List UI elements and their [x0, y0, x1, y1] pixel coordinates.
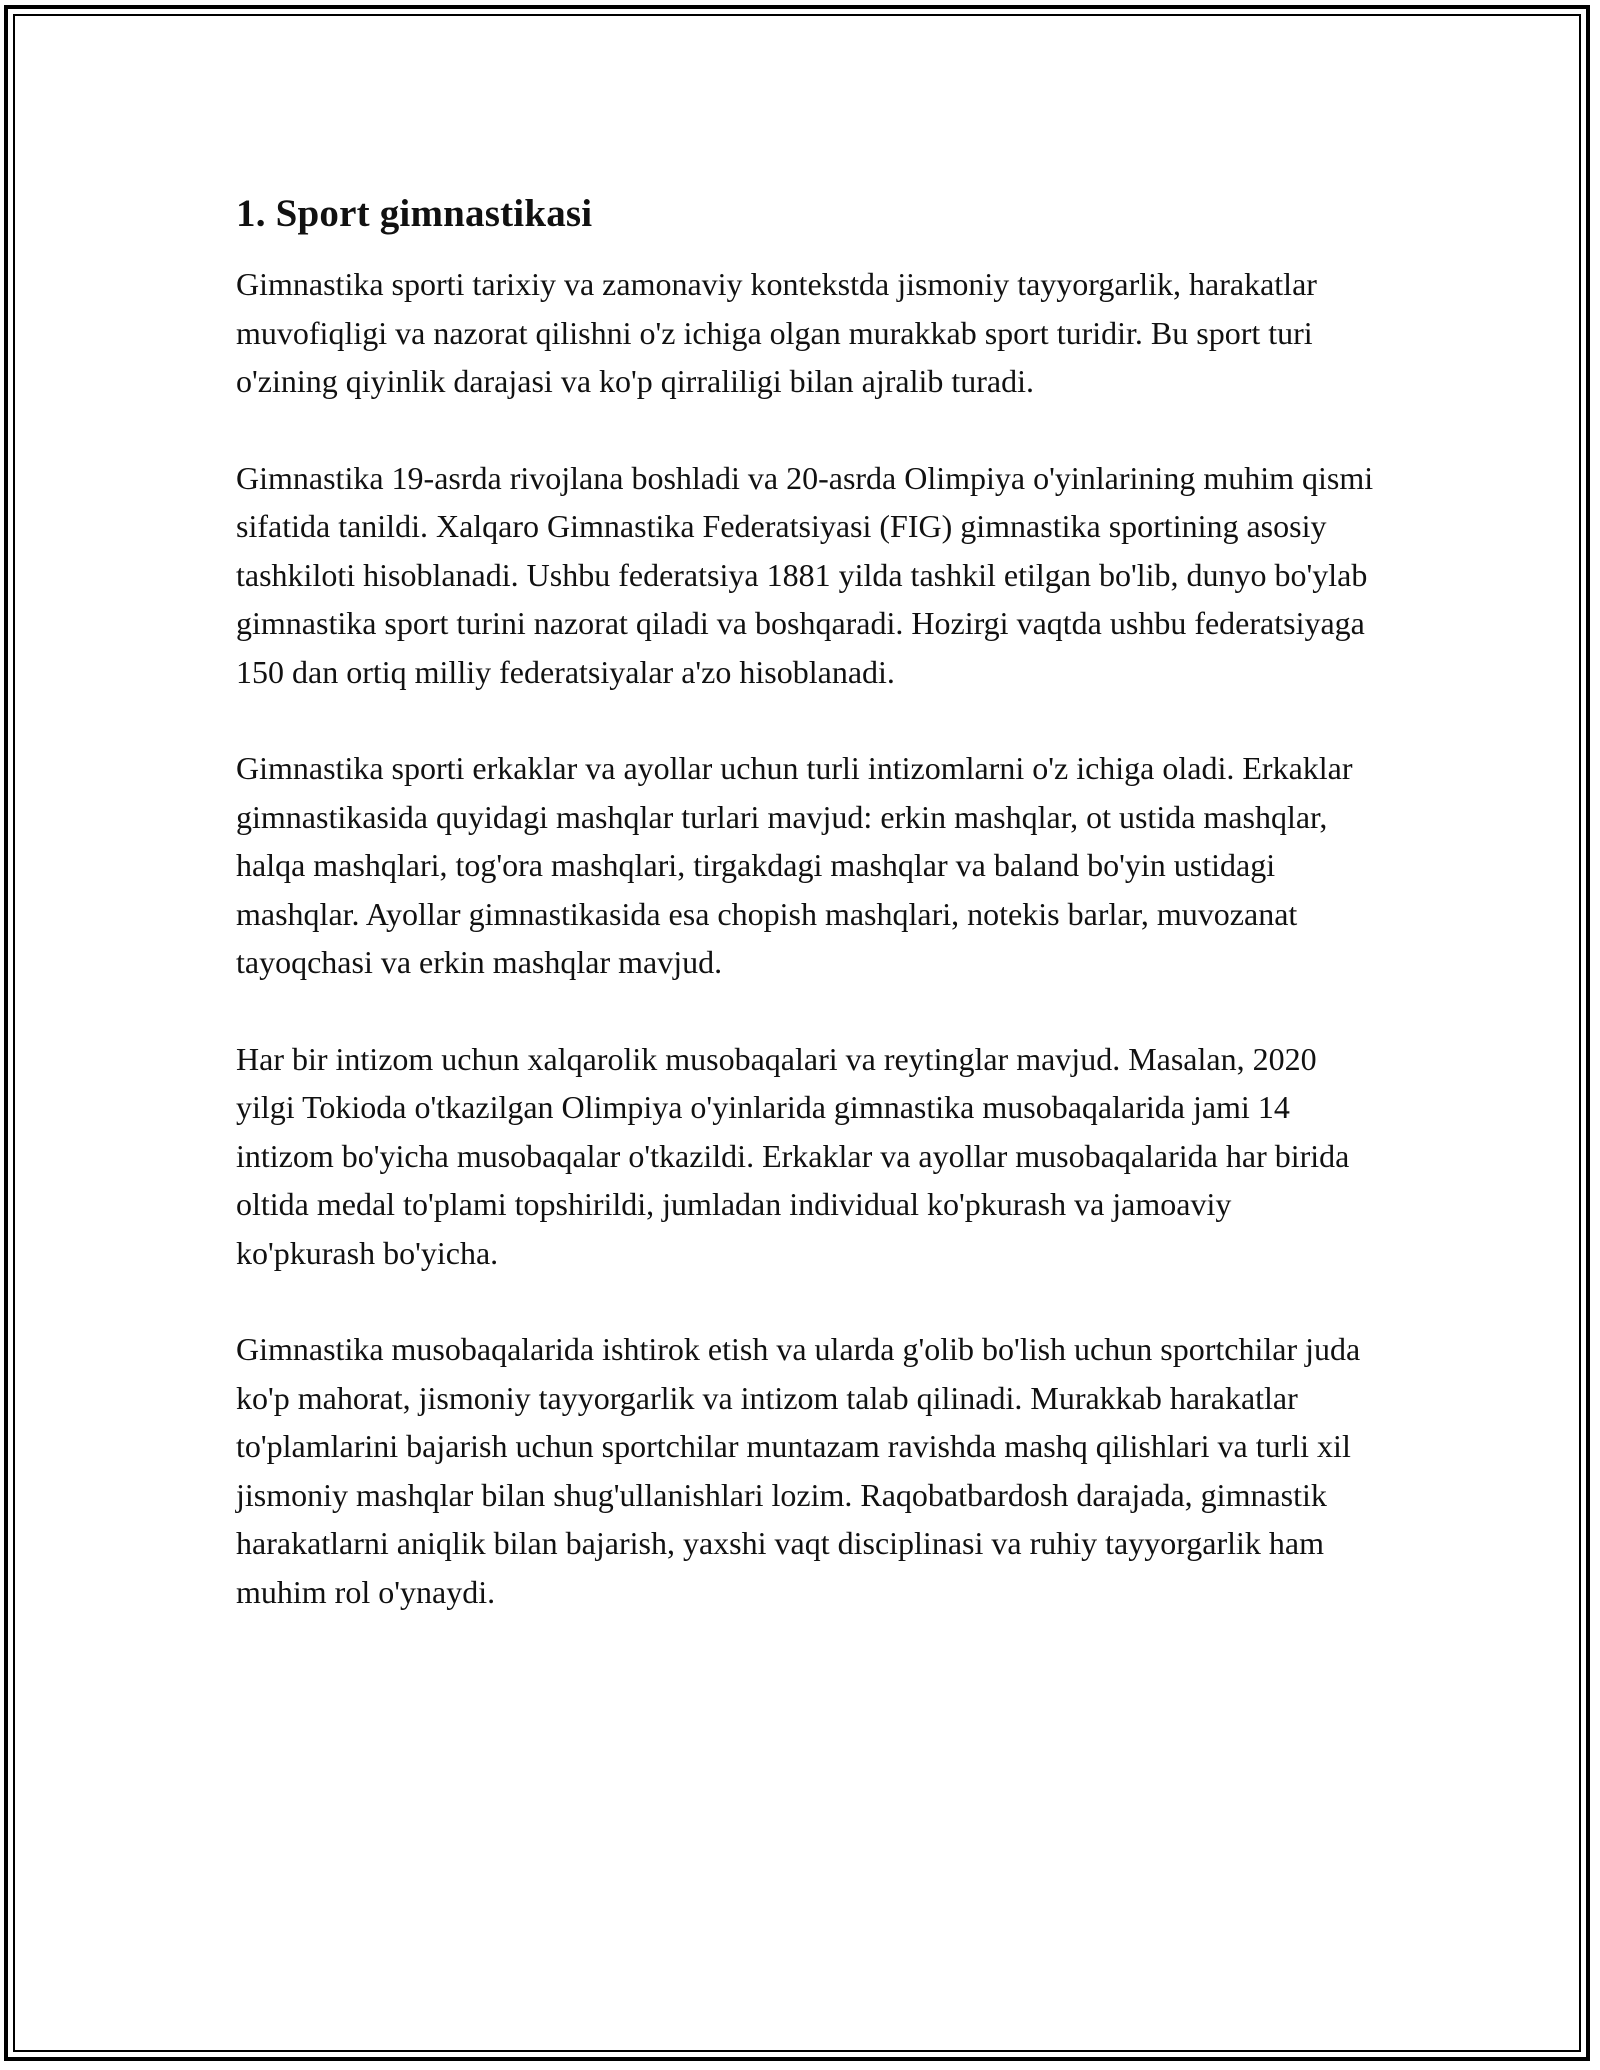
paragraph-disciplines: Gimnastika sporti erkaklar va ayollar uchun turli intizomlarni o'z ichiga oladi. Erkaklar gimnastikasida quyidagi mashqlar turlari mavjud: erkin mashqlar, ot ustida mashqlar, halqa mashqlari, tog'ora mashqlari, tirgakdagi mashqlar va baland bo'yin ustidagi mashqlar. Ayollar gimnastikasida esa chopish mashqlari, notekis barlar, muvozanat tayoqchasi va erkin mashqlar mavjud.: [236, 750, 1353, 980]
paragraph-intro: Gimnastika sporti tarixiy va zamonaviy kontekstda jismoniy tayyorgarlik, harakatlar muvofiqligi va nazorat qilishni o'z ichiga olgan murakkab sport turidir. Bu sport turi o'zining qiyinlik darajasi va ko'p qirraliligi bilan ajralib turadi.: [236, 266, 1317, 399]
section-heading: 1. Sport gimnastikasi: [236, 192, 593, 235]
paragraph-history: Gimnastika 19-asrda rivojlana boshladi va 20-asrda Olimpiya o'yinlarining muhim qismi sifatida tanildi. Xalqaro Gimnastika Federatsiyasi (FIG) gimnastika sportining asosiy tashkiloti hisoblanadi. Ushbu federatsiya 1881 yilda tashkil etilgan bo'lib, dunyo bo'ylab gimnastika sport turini nazorat qiladi va boshqaradi. Hozirgi vaqtda ushbu federatsiyaga 150 dan ortiq milliy federatsiyalar a'zo hisoblanadi.: [236, 459, 1374, 690]
paragraph-requirements: Gimnastika musobaqalarida ishtirok etish va ularda g'olib bo'lish uchun sportchilar juda ko'p mahorat, jismoniy tayyorgarlik va intizom talab qilinadi. Murakkab harakatlar to'plamlarini bajarish uchun sportchilar muntazam ravishda mashq qilishlari va turli xil jismoniy mashqlar bilan shug'ullanishlari lozim. Raqobatbardosh darajada, gimnastik harakatlarni aniqlik bilan bajarish, yaxshi vaqt disciplinasi va ruhiy tayyorgarlik ham muhim rol o'ynaydi.: [236, 1331, 1361, 1610]
paragraph-competitions: Har bir intizom uchun xalqarolik musobaqalari va reytinglar mavjud. Masalan, 2020 yilgi Tokioda o'tkazilgan Olimpiya o'yinlarida gimnastika musobaqalarida jami 14 intizom bo'yicha musobaqalar o'tkazildi. Erkaklar va ayollar musobaqalarida har birida oltida medal to'plami topshirildi, jumladan individual ko'pkurash va jamoaviy ko'pkurash bo'yicha.: [236, 1040, 1350, 1271]
document-body: [236, 190, 1376, 1664]
